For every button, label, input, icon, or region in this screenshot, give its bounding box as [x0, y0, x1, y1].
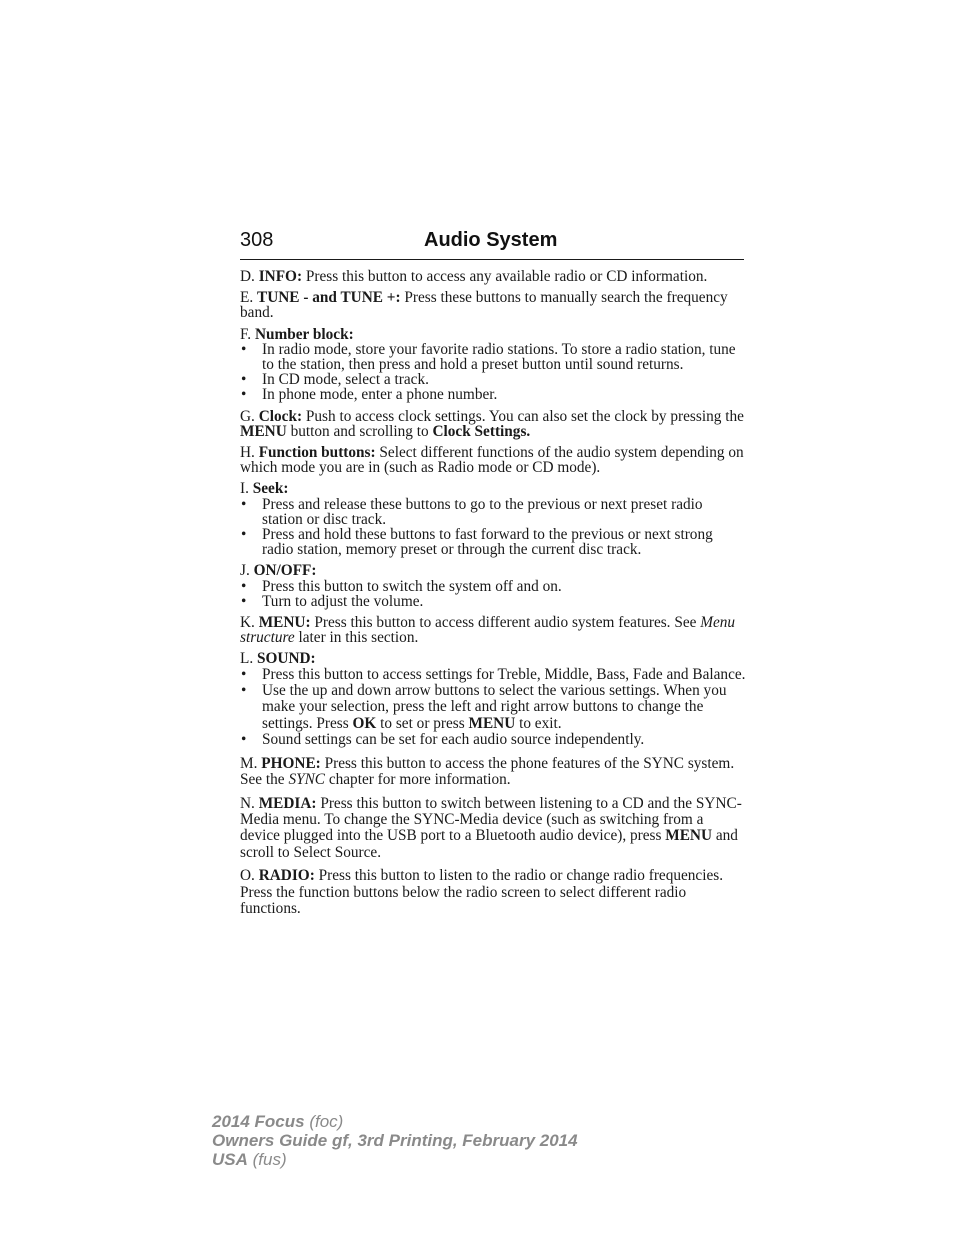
menu-structure-reference: Menu structure — [240, 614, 736, 647]
list-item: • Turn to adjust the volume. — [240, 594, 746, 609]
item-k-term: MENU: — [258, 614, 311, 632]
item-h: H. Function buttons: Select different functions of the audio system depending on which mode you are in (such as Radio mode or CD mode). — [240, 444, 744, 477]
item-m-term: PHONE: — [261, 754, 321, 772]
item-o: O. RADIO: Press this button to listen to the radio or change radio frequencies. Press the function buttons below the radio screen to select different radio functions. — [240, 867, 724, 917]
item-n-term: MEDIA: — [258, 794, 317, 812]
sync-chapter-reference: SYNC — [288, 771, 325, 789]
list-item: • Press and release these buttons to go to the previous or next preset radio station or disc track. — [240, 497, 746, 527]
item-e-term: TUNE - and TUNE +: — [257, 289, 401, 307]
item-f-term: Number block: — [254, 325, 354, 343]
item-h-term: Function buttons: — [258, 444, 376, 462]
item-g: G. Clock: Push to access clock settings. You can also set the clock by pressing the MENU button and scrolling to Clock Settings. — [240, 407, 744, 440]
list-item: • Press this button to access settings for Treble, Middle, Bass, Fade and Balance. — [240, 667, 746, 683]
item-i-bullets — [240, 497, 746, 558]
list-item: • In radio mode, store your favorite radio stations. To store a radio station, tune to the station, then press and hold a preset button until sound returns. — [240, 342, 746, 372]
item-m: M. PHONE: Press this button to access the phone features of the SYNC system. See the SYNC chapter for more information. — [240, 754, 735, 789]
item-d: D. INFO: Press this button to access any available radio or CD information. — [240, 268, 708, 285]
item-n: N. MEDIA: Press this button to switch between listening to a CD and the SYNC-Media menu. To change the SYNC-Media device (such as switching from a device plugged into the USB port to a Bluetooth audio device), press MENU and scroll to Select Source. — [240, 794, 742, 861]
item-g-term: Clock: — [258, 407, 303, 425]
item-d-term: INFO: — [258, 268, 303, 285]
item-l-bullets — [240, 667, 746, 749]
item-i-term: Seek: — [252, 480, 289, 498]
page-header — [240, 229, 744, 260]
list-item: • Press and hold these buttons to fast forward to the previous or next strong radio station, memory preset or through the current disc track. — [240, 527, 746, 557]
list-item: • Press this button to switch the system off and on. — [240, 579, 746, 594]
item-j-term: ON/OFF: — [253, 562, 317, 580]
item-l: L. SOUND: — [240, 650, 316, 668]
item-e: E. TUNE - and TUNE +: Press these buttons to manually search the frequency band. — [240, 289, 728, 322]
page-number: 308 — [240, 229, 274, 251]
item-o-term: RADIO: — [258, 867, 315, 885]
page-footer — [212, 1112, 578, 1169]
item-f-bullets — [240, 342, 746, 403]
list-item: • In phone mode, enter a phone number. — [240, 387, 746, 402]
footer-line-market: USA (fus) — [212, 1150, 287, 1169]
item-k: K. MENU: Press this button to access different audio system features. See Menu structure later in this section. — [240, 614, 736, 647]
footer-line-model: 2014 Focus (foc) — [212, 1112, 344, 1131]
list-item: • Sound settings can be set for each audio source independently. — [240, 732, 746, 748]
list-item: • In CD mode, select a track. — [240, 372, 746, 387]
item-i: I. Seek: — [240, 480, 289, 498]
item-j-bullets — [240, 579, 746, 609]
page-body — [240, 269, 746, 924]
page-title: Audio System — [424, 229, 558, 251]
item-l-term: SOUND: — [257, 650, 316, 668]
footer-line-printing: Owners Guide gf, 3rd Printing, February 2014 — [212, 1131, 578, 1150]
item-j: J. ON/OFF: — [240, 562, 317, 580]
list-item: • Use the up and down arrow buttons to select the various settings. When you make your selection, press the left and right arrow buttons to change the settings. Press OK to set or press MENU to exit. — [240, 683, 746, 732]
item-f: F. Number block: — [240, 325, 354, 343]
